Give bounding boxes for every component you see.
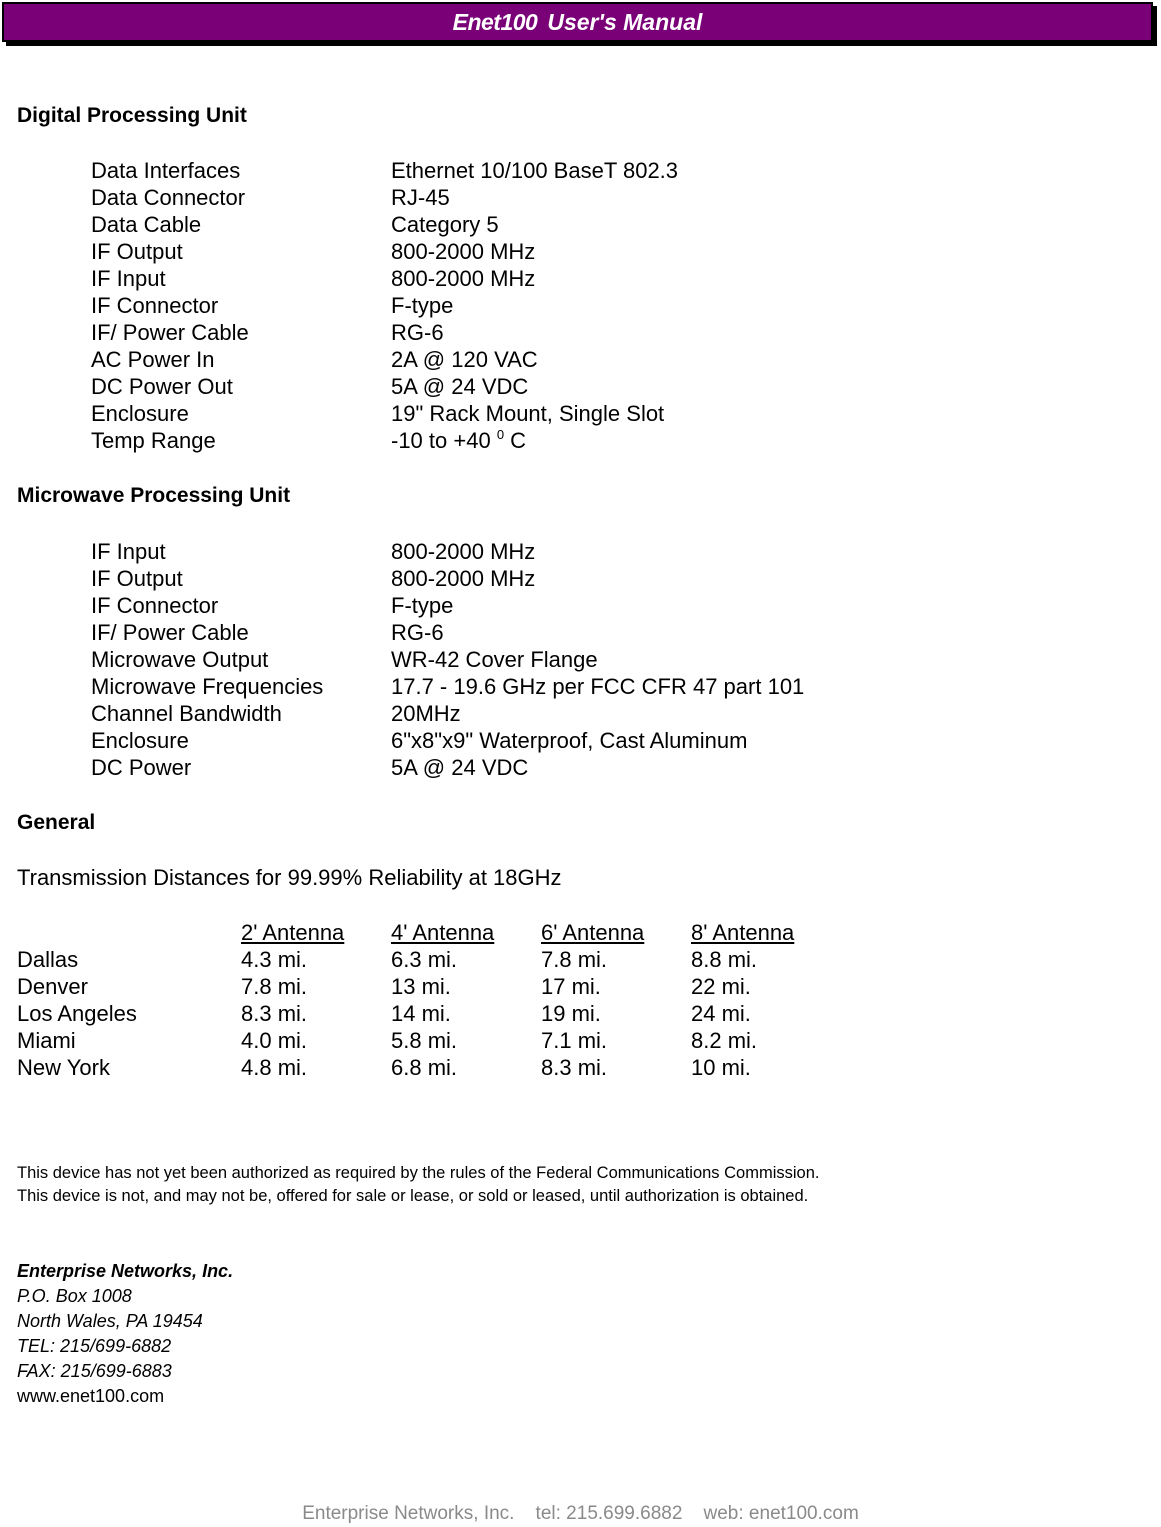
spec-value: 17.7 - 19.6 GHz per FCC CFR 47 part 101 xyxy=(391,674,805,699)
col-header: 4' Antenna xyxy=(391,920,495,945)
spec-row xyxy=(91,292,991,319)
spec-row xyxy=(91,673,991,700)
mpu-heading: Microwave Processing Unit xyxy=(17,484,291,507)
spec-row xyxy=(91,565,991,592)
spec-value: 800-2000 MHz xyxy=(391,266,536,291)
distance-value: 8.2 mi. xyxy=(691,1028,758,1053)
spec-label: Temp Range xyxy=(91,428,216,453)
spec-label: Microwave Frequencies xyxy=(91,674,324,699)
spec-value: F-type xyxy=(391,293,454,318)
city-line: North Wales, PA 19454 xyxy=(17,1311,203,1331)
distance-value: 19 mi. xyxy=(541,1001,601,1026)
spec-value: 19" Rack Mount, Single Slot xyxy=(391,401,665,426)
page-footer: Enterprise Networks, Inc. tel: 215.699.6882 web: enet100.com xyxy=(302,1503,859,1524)
distance-value: 7.8 mi. xyxy=(241,974,308,999)
spec-label: IF Input xyxy=(91,266,166,291)
distance-value: 4.0 mi. xyxy=(241,1028,308,1053)
general-heading: General xyxy=(17,811,96,834)
spec-row xyxy=(91,646,991,673)
phone-number: TEL: 215/699-6882 xyxy=(17,1336,172,1356)
fcc-notice-line: This device has not yet been authorized as required by the rules of the Federal Communications Commission. xyxy=(17,1164,820,1182)
distance-intro: Transmission Distances for 99.99% Reliability at 18GHz xyxy=(17,865,562,890)
dpu-heading: Digital Processing Unit xyxy=(17,104,247,127)
spec-label: IF/ Power Cable xyxy=(91,320,249,345)
spec-value: Ethernet 10/100 BaseT 802.3 xyxy=(391,158,679,183)
spec-row xyxy=(91,727,991,754)
distance-value: 6.3 mi. xyxy=(391,947,458,972)
distance-value: 22 mi. xyxy=(691,974,751,999)
distance-value: 24 mi. xyxy=(691,1001,751,1026)
spec-label: IF Connector xyxy=(91,293,219,318)
company-name: Enterprise Networks, Inc. xyxy=(17,1261,234,1281)
distance-value: 6.8 mi. xyxy=(391,1055,458,1080)
col-header: 2' Antenna xyxy=(241,920,345,945)
spec-row xyxy=(91,346,991,373)
header-title-rest: User's Manual xyxy=(547,8,703,35)
spec-label: Data Cable xyxy=(91,212,202,237)
city-name: Dallas xyxy=(17,947,79,972)
col-header: 6' Antenna xyxy=(541,920,645,945)
spec-row xyxy=(91,211,991,238)
spec-label: AC Power In xyxy=(91,347,215,372)
city-name: Miami xyxy=(17,1028,76,1053)
distance-row xyxy=(17,946,917,973)
fax-number: FAX: 215/699-6883 xyxy=(17,1361,172,1381)
spec-row xyxy=(91,373,991,400)
distance-value: 5.8 mi. xyxy=(391,1028,458,1053)
distance-value: 8.3 mi. xyxy=(541,1055,608,1080)
spec-row xyxy=(91,238,991,265)
fcc-notice-line: This device is not, and may not be, offered for sale or lease, or sold or leased, until authorization is obtained. xyxy=(17,1187,809,1205)
spec-label: Data Connector xyxy=(91,185,246,210)
spec-label: Channel Bandwidth xyxy=(91,701,282,726)
city-name: New York xyxy=(17,1055,110,1080)
spec-value xyxy=(391,427,526,454)
distance-row xyxy=(17,1054,917,1081)
spec-label: Enclosure xyxy=(91,401,189,426)
distance-value: 4.8 mi. xyxy=(241,1055,308,1080)
spec-value: 800-2000 MHz xyxy=(391,539,536,564)
spec-value: F-type xyxy=(391,593,454,618)
spec-row xyxy=(91,319,991,346)
distance-value: 10 mi. xyxy=(691,1055,751,1080)
spec-value: 2A @ 120 VAC xyxy=(391,347,538,372)
spec-row xyxy=(91,592,991,619)
spec-value: 800-2000 MHz xyxy=(391,239,536,264)
spec-value: WR-42 Cover Flange xyxy=(391,647,598,672)
spec-row xyxy=(91,400,991,427)
spec-label: IF Output xyxy=(91,566,183,591)
spec-label: DC Power xyxy=(91,755,192,780)
spec-value: 5A @ 24 VDC xyxy=(391,374,529,399)
distance-value: 7.8 mi. xyxy=(541,947,608,972)
distance-row xyxy=(17,973,917,1000)
dpu-spec-list xyxy=(91,157,991,454)
company-address xyxy=(17,1259,233,1409)
spec-label: IF/ Power Cable xyxy=(91,620,249,645)
manual-header-banner xyxy=(2,2,1153,42)
spec-label: IF Connector xyxy=(91,593,219,618)
mpu-spec-list xyxy=(91,538,991,781)
city-name: Los Angeles xyxy=(17,1001,137,1026)
spec-label: Data Interfaces xyxy=(91,158,241,183)
spec-row xyxy=(91,265,991,292)
spec-row xyxy=(91,427,991,454)
distance-value: 13 mi. xyxy=(391,974,451,999)
spec-label: Microwave Output xyxy=(91,647,269,672)
spec-value: 20MHz xyxy=(391,701,461,726)
distance-row xyxy=(17,1027,917,1054)
spec-label: DC Power Out xyxy=(91,374,233,399)
spec-row xyxy=(91,754,991,781)
distance-value: 7.1 mi. xyxy=(541,1028,608,1053)
spec-row xyxy=(91,619,991,646)
distance-value: 17 mi. xyxy=(541,974,601,999)
spec-value: RJ-45 xyxy=(391,185,450,210)
spec-value-text: -10 to +40 xyxy=(391,428,497,453)
spec-value: RG-6 xyxy=(391,320,444,345)
header-product-name: Enet100 xyxy=(452,8,538,35)
spec-row xyxy=(91,700,991,727)
unit-text: C xyxy=(504,428,527,453)
spec-row xyxy=(91,538,991,565)
spec-value: Category 5 xyxy=(391,212,499,237)
spec-value: RG-6 xyxy=(391,620,444,645)
degree-superscript: 0 xyxy=(496,427,505,442)
fcc-notice xyxy=(17,1162,820,1208)
spec-label: IF Output xyxy=(91,239,183,264)
col-header: 8' Antenna xyxy=(691,920,795,945)
website-url: www.enet100.com xyxy=(17,1386,165,1406)
distance-value: 8.3 mi. xyxy=(241,1001,308,1026)
spec-row xyxy=(91,184,991,211)
distance-value: 14 mi. xyxy=(391,1001,451,1026)
city-name: Denver xyxy=(17,974,88,999)
distance-value: 8.8 mi. xyxy=(691,947,758,972)
spec-value: 6"x8"x9" Waterproof, Cast Aluminum xyxy=(391,728,748,753)
spec-row xyxy=(91,157,991,184)
distance-table-header xyxy=(17,919,917,946)
distance-table xyxy=(17,919,917,1081)
spec-label: Enclosure xyxy=(91,728,189,753)
spec-value: 800-2000 MHz xyxy=(391,566,536,591)
spec-label: IF Input xyxy=(91,539,166,564)
spec-value: 5A @ 24 VDC xyxy=(391,755,529,780)
distance-row xyxy=(17,1000,917,1027)
po-box: P.O. Box 1008 xyxy=(17,1286,132,1306)
distance-value: 4.3 mi. xyxy=(241,947,308,972)
